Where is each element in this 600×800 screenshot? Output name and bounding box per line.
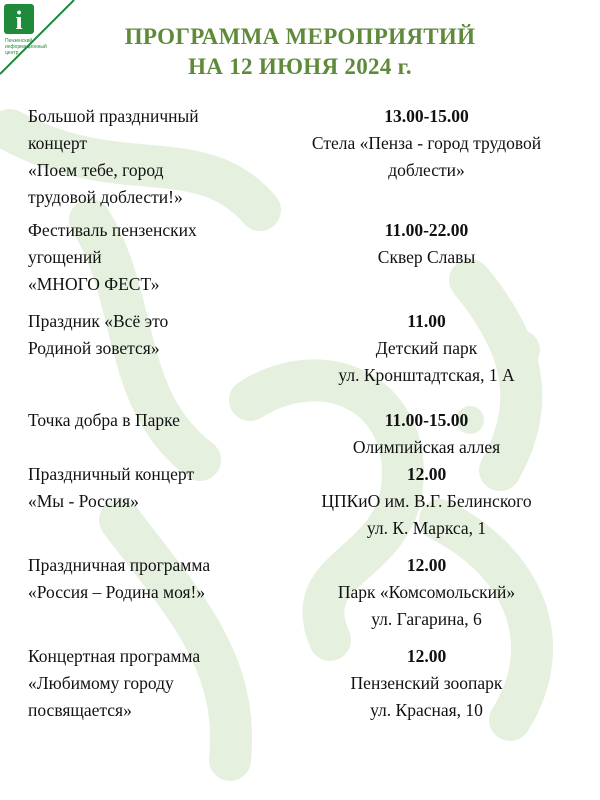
event-time: 11.00 bbox=[407, 311, 446, 331]
event-row bbox=[28, 643, 580, 724]
event-time: 12.00 bbox=[406, 555, 447, 575]
event-place: ул. Гагарина, 6 bbox=[371, 609, 482, 629]
event-details bbox=[273, 103, 580, 211]
event-place: ул. Кронштадтская, 1 А bbox=[338, 365, 515, 385]
logo-caption-1: Пензенский bbox=[5, 38, 33, 44]
event-time: 13.00-15.00 bbox=[384, 106, 469, 126]
event-place: ЦПКиО им. В.Г. Белинского bbox=[321, 491, 532, 511]
event-details bbox=[273, 407, 580, 461]
event-time: 12.00 bbox=[406, 464, 447, 484]
event-name: Концертная программа «Любимому городу посвящается» bbox=[28, 646, 201, 720]
event-row bbox=[28, 552, 580, 633]
info-glyph: i bbox=[15, 6, 23, 35]
events-list bbox=[28, 103, 580, 724]
event-row bbox=[28, 308, 580, 389]
event-name: Праздник «Всё это Родиной зовется» bbox=[28, 311, 169, 358]
event-details bbox=[273, 643, 580, 724]
event-details bbox=[273, 217, 580, 298]
event-details bbox=[273, 461, 580, 542]
event-place: Стела «Пенза - город трудовой bbox=[311, 133, 542, 153]
title-line-1: ПРОГРАММА МЕРОПРИЯТИЙ bbox=[124, 24, 476, 49]
event-place: доблести» bbox=[388, 160, 465, 180]
event-place: ул. К. Маркса, 1 bbox=[366, 518, 487, 538]
title-line-2: НА 12 ИЮНЯ 2024 г. bbox=[188, 54, 412, 79]
event-place: Парк «Комсомольский» bbox=[337, 582, 516, 602]
event-time: 11.00-22.00 bbox=[384, 220, 469, 240]
event-name: Большой праздничный концерт «Поем тебе, город трудовой доблести!» bbox=[28, 106, 199, 207]
event-name: Точка добра в Парке bbox=[28, 410, 180, 430]
event-time: 11.00-15.00 bbox=[384, 410, 469, 430]
event-name: Праздничный концерт «Мы - Россия» bbox=[28, 464, 195, 511]
event-details bbox=[273, 552, 580, 633]
event-row bbox=[28, 103, 580, 211]
event-name: Праздничная программа «Россия – Родина моя!» bbox=[28, 555, 211, 602]
event-place: ул. Красная, 10 bbox=[370, 700, 483, 720]
logo-caption-3: центр bbox=[5, 50, 19, 56]
event-place: Олимпийская аллея bbox=[352, 437, 501, 457]
event-name: Фестиваль пензенских угощений «МНОГО ФЕСТ» bbox=[28, 220, 197, 294]
event-place: Пензенский зоопарк bbox=[350, 673, 503, 693]
page-title bbox=[0, 22, 600, 82]
event-row bbox=[28, 217, 580, 298]
event-place: Сквер Славы bbox=[377, 247, 476, 267]
event-row bbox=[28, 461, 580, 542]
logo-caption-2: информационный bbox=[5, 44, 47, 50]
event-time: 12.00 bbox=[406, 646, 447, 666]
event-row bbox=[28, 407, 580, 461]
event-details bbox=[273, 308, 580, 389]
event-place: Детский парк bbox=[375, 338, 478, 358]
